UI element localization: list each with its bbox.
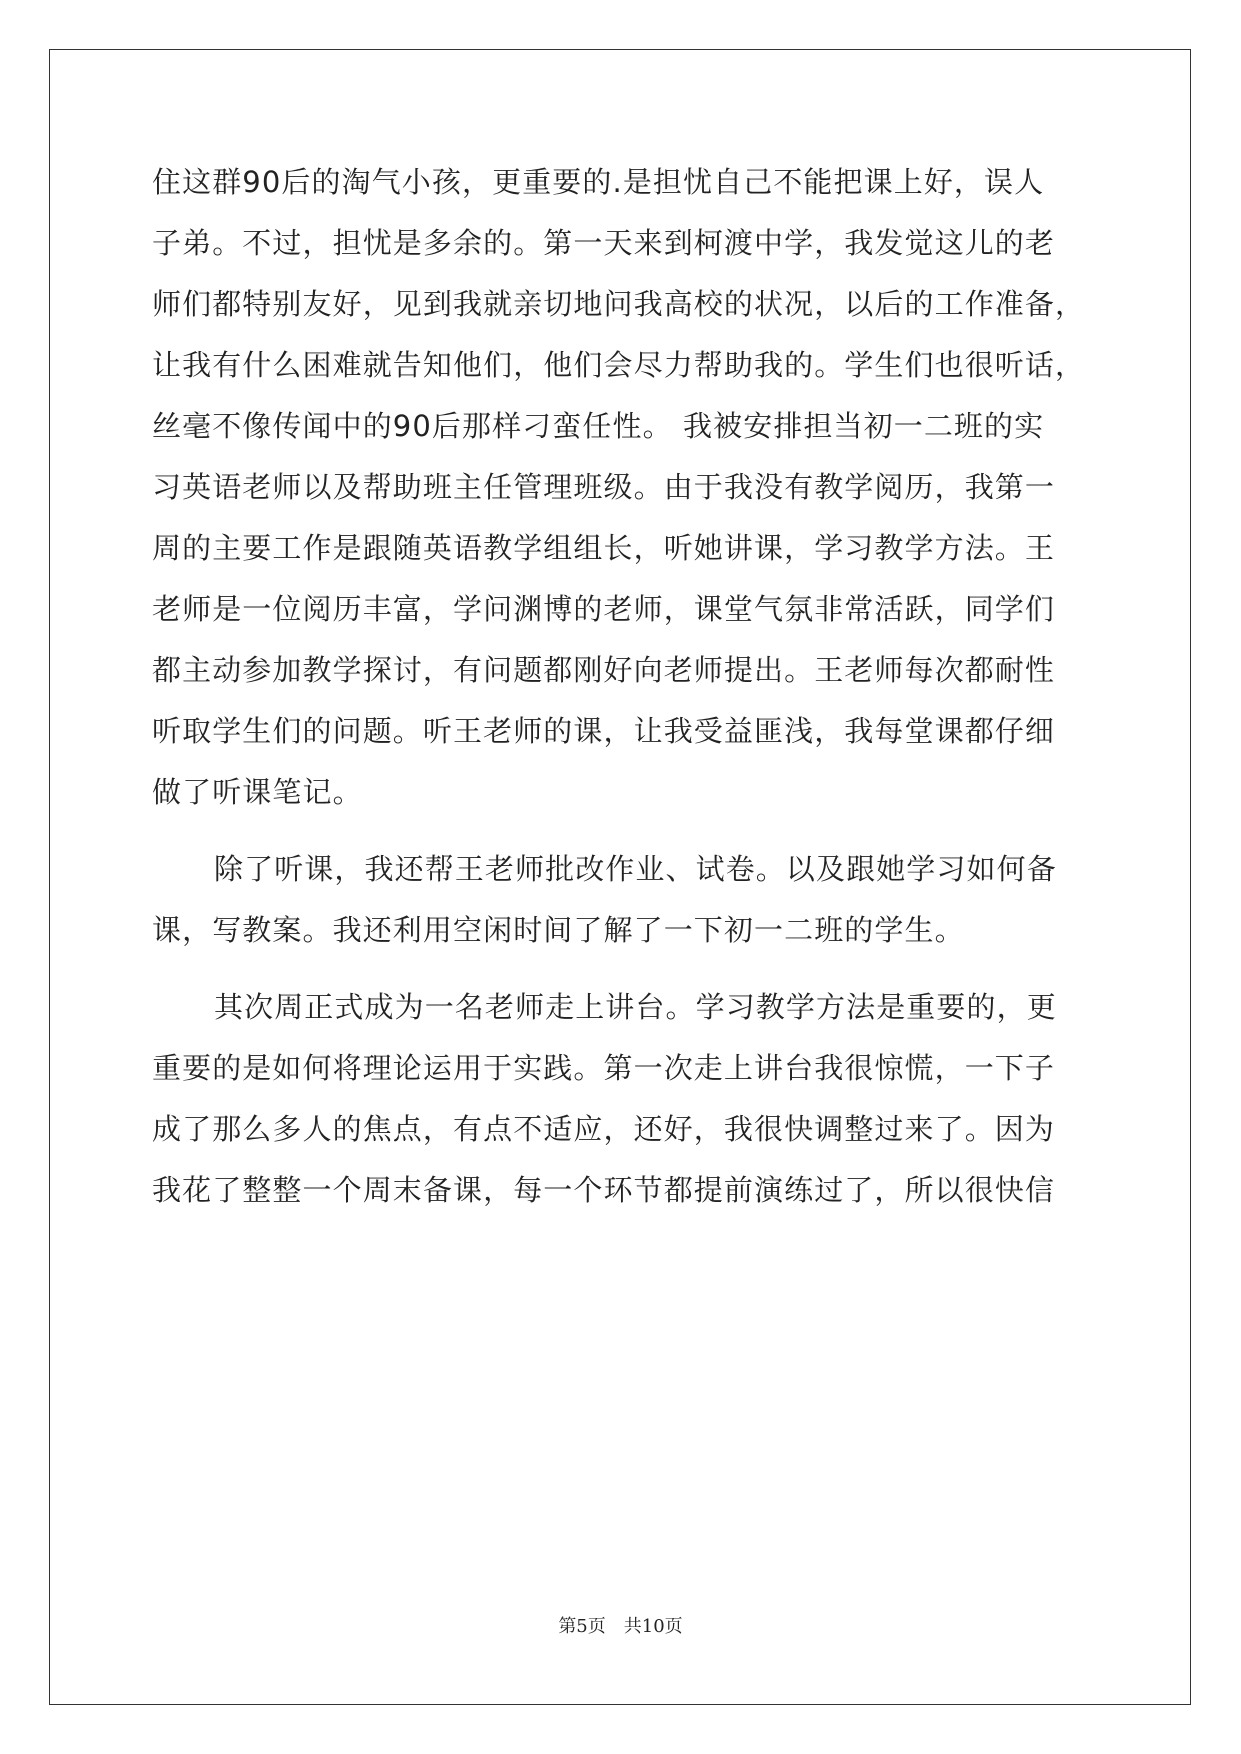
text-line: 师们都特别友好，见到我就亲切地问我高校的状况，以后的工作准备， bbox=[152, 287, 1086, 321]
document-body bbox=[152, 162, 1097, 1231]
text-line: 习英语老师以及帮助班主任管理班级。由于我没有教学阅历，我第一 bbox=[152, 470, 1056, 504]
text-line: 老师是一位阅历丰富，学问渊博的老师，课堂气氛非常活跃，同学们 bbox=[152, 592, 1056, 626]
text-line: 让我有什么困难就告知他们，他们会尽力帮助我的。学生们也很听话， bbox=[152, 348, 1086, 382]
paragraph-start-line: 除了听课，我还帮王老师批改作业、试卷。以及跟她学习如何备 bbox=[214, 852, 1057, 886]
page-number-total: 共10页 bbox=[623, 1616, 683, 1637]
text-line: 做了听课笔记。 bbox=[152, 775, 363, 809]
page-number-current: 第5页 bbox=[558, 1616, 606, 1637]
text-line: 课，写教案。我还利用空闲时间了解了一下初一二班的学生。 bbox=[152, 913, 965, 947]
text-line: 都主动参加教学探讨，有问题都刚好向老师提出。王老师每次都耐性 bbox=[152, 653, 1056, 687]
page-footer bbox=[0, 1612, 1241, 1638]
text-line: 周的主要工作是跟随英语教学组组长，听她讲课，学习教学方法。王 bbox=[152, 531, 1056, 565]
text-line: 住这群90后的淘气小孩，更重要的.是担忧自己不能把课上好，误人 bbox=[152, 165, 1045, 199]
paragraph-start-line: 其次周正式成为一名老师走上讲台。学习教学方法是重要的，更 bbox=[214, 990, 1057, 1024]
text-line: 丝毫不像传闻中的90后那样刁蛮任性。 我被安排担当初一二班的实 bbox=[152, 409, 1045, 443]
text-line: 子弟。不过，担忧是多余的。第一天来到柯渡中学，我发觉这儿的老 bbox=[152, 226, 1056, 260]
text-line: 我花了整整一个周末备课，每一个环节都提前演练过了，所以很快信 bbox=[152, 1173, 1056, 1207]
text-line: 听取学生们的问题。听王老师的课，让我受益匪浅，我每堂课都仔细 bbox=[152, 714, 1056, 748]
text-line: 重要的是如何将理论运用于实践。第一次走上讲台我很惊慌，一下子 bbox=[152, 1051, 1056, 1085]
text-line: 成了那么多人的焦点，有点不适应，还好，我很快调整过来了。因为 bbox=[152, 1112, 1056, 1146]
